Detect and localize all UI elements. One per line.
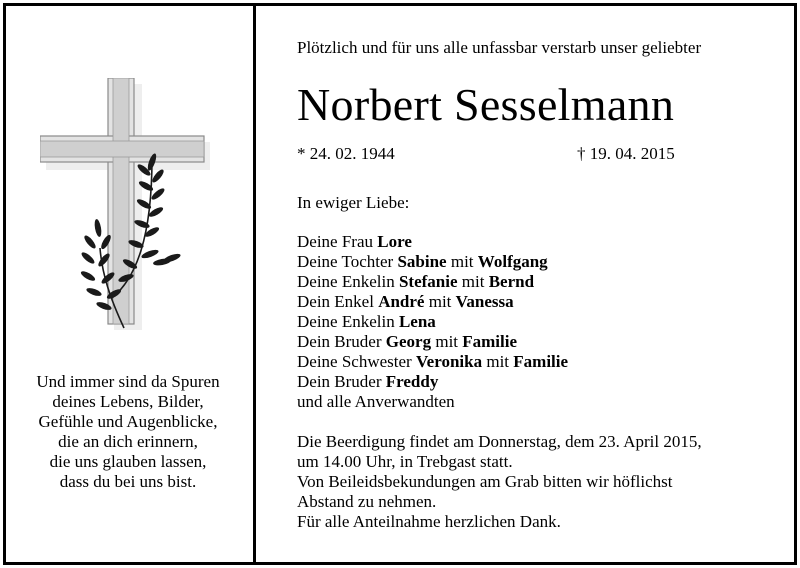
death-date: † 19. 04. 2015: [577, 144, 675, 163]
poem-line: dass du bei uns bist.: [59, 472, 197, 491]
mourner-name: Vanessa: [455, 292, 514, 311]
mourner-relation: mit: [446, 252, 478, 271]
mourner-relation: und alle Anverwandten: [297, 392, 455, 411]
mourner-line: [297, 392, 568, 412]
mourner-name: Freddy: [385, 372, 439, 391]
mourner-name: Bernd: [488, 272, 535, 291]
funeral-notice: [297, 432, 702, 532]
notice-line: Abstand zu nehmen.: [297, 492, 437, 511]
notice-line: Die Beerdigung findet am Donnerstag, dem 23. April 2015,: [297, 432, 702, 451]
mourner-line: [297, 272, 568, 292]
mourner-name: Sabine: [397, 252, 447, 271]
mourner-line: [297, 312, 568, 332]
mourner-relation: Dein Bruder: [297, 372, 386, 391]
greeting-text: In ewiger Liebe:: [297, 193, 410, 212]
poem-line: die uns glauben lassen,: [49, 452, 207, 471]
mourner-relation: Deine Enkelin: [297, 272, 399, 291]
poem-line: Gefühle und Augenblicke,: [38, 412, 218, 431]
mourner-name: Lena: [398, 312, 436, 331]
mourners-list: [297, 232, 568, 412]
mourner-relation: Deine Tochter: [297, 252, 398, 271]
mourner-line: [297, 232, 568, 252]
mourner-relation: Deine Schwester: [297, 352, 416, 371]
poem-line: die an dich erinnern,: [58, 432, 198, 451]
mourner-relation: mit: [424, 292, 456, 311]
mourner-relation: Dein Enkel: [297, 292, 379, 311]
mourner-name: Georg: [385, 332, 432, 351]
memorial-poem: [14, 372, 242, 492]
mourner-name: Lore: [377, 232, 412, 251]
mourner-relation: Dein Bruder: [297, 332, 386, 351]
mourner-name: Wolfgang: [477, 252, 548, 271]
mourner-relation: mit: [431, 332, 463, 351]
mourner-relation: mit: [482, 352, 514, 371]
mourner-relation: Deine Enkelin: [297, 312, 399, 331]
mourner-line: [297, 332, 568, 352]
deceased-name: Norbert Sesselmann: [297, 79, 675, 130]
mourner-line: [297, 292, 568, 312]
poem-line: deines Lebens, Bilder,: [52, 392, 204, 411]
notice-line: um 14.00 Uhr, in Trebgast statt.: [297, 452, 513, 471]
birth-date: * 24. 02. 1944: [297, 144, 395, 163]
mourner-name: Stefanie: [398, 272, 458, 291]
mourner-relation: mit: [457, 272, 489, 291]
mourner-name: Familie: [462, 332, 518, 351]
cross-with-olive-branch-icon: [40, 78, 210, 330]
notice-line: Von Beileidsbekundungen am Grab bitten wir höflichst: [297, 472, 673, 491]
mourner-line: [297, 372, 568, 392]
poem-line: Und immer sind da Spuren: [36, 372, 220, 391]
mourner-relation: Deine Frau: [297, 232, 378, 251]
notice-line: Für alle Anteilnahme herzlichen Dank.: [297, 512, 561, 531]
mourner-name: Veronika: [415, 352, 483, 371]
mourner-name: Familie: [513, 352, 569, 371]
mourner-line: [297, 352, 568, 372]
column-divider: [253, 6, 256, 562]
intro-text: Plötzlich und für uns alle unfassbar verstarb unser geliebter: [297, 38, 702, 57]
mourner-name: André: [378, 292, 425, 311]
mourner-line: [297, 252, 568, 272]
